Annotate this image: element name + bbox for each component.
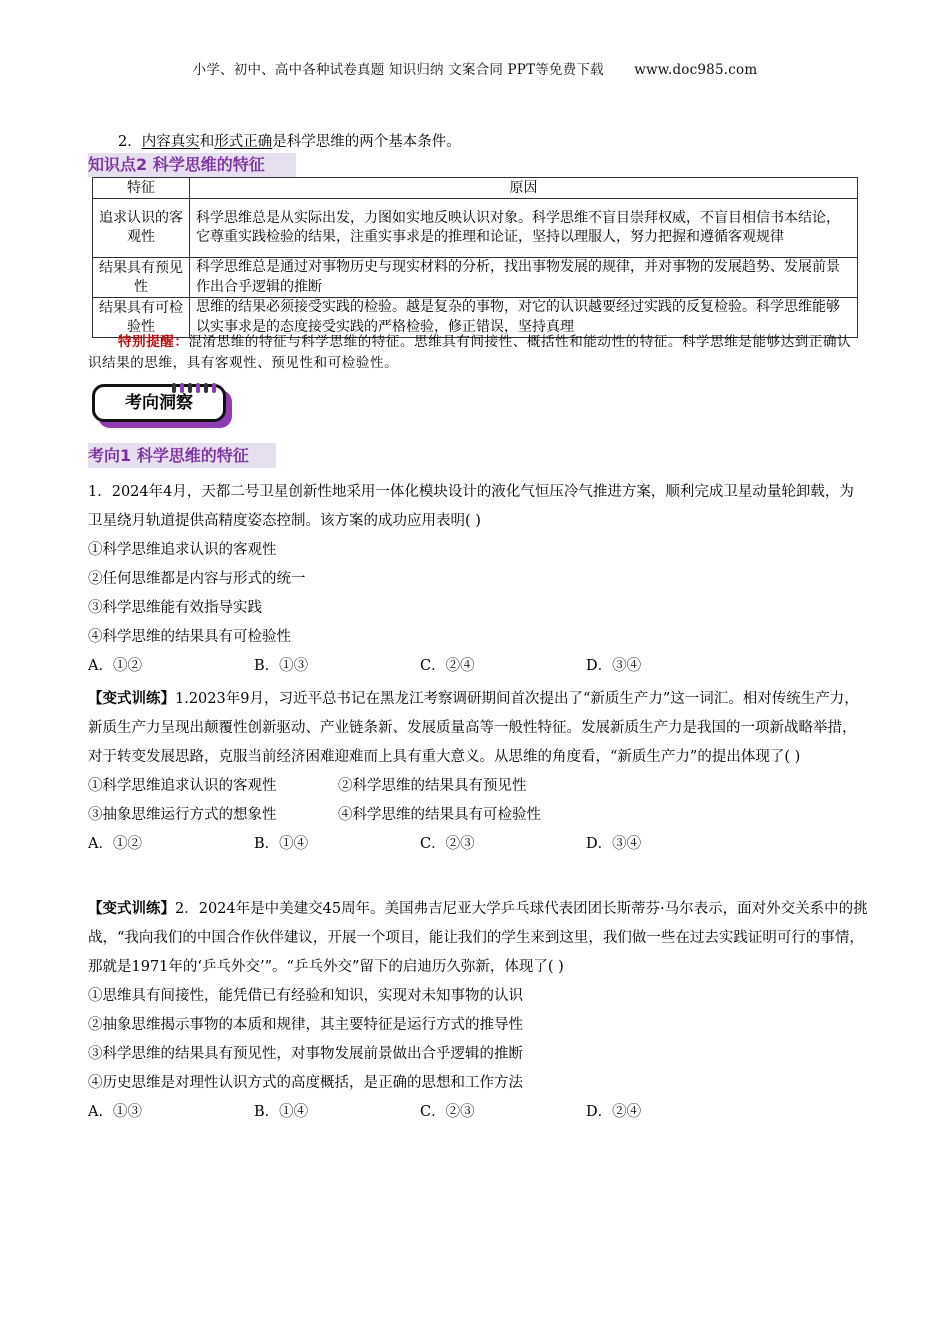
conjunction: 和 — [199, 134, 215, 150]
statement-row — [88, 801, 868, 830]
reminder-text: 混淆思维的特征与科学思维的特征。思维具有间接性、概括性和能动性的特征。科学思维是能够达到正确认识结果的思维，具有客观性、预见性和可检验性。 — [88, 334, 852, 371]
page-header — [0, 58, 950, 78]
answer-options — [88, 652, 868, 681]
statement-item: ③科学思维的结果具有预见性，对事物发展前景做出合乎逻辑的推断 — [88, 1046, 523, 1062]
question-stem: 1．2024年4月，天都二号卫星创新性地采用一体化模块设计的液化气恒压冷气推进方案，顺利完成卫星动量轮卸载，为卫星绕月轨道提供高精度姿态控制。该方案的成功应用表明( ) — [88, 484, 854, 529]
knowledge-point-title: 知识点2 科学思维的特征 — [88, 153, 296, 177]
option-c[interactable]: C．②③ — [420, 836, 475, 852]
statement-row — [88, 772, 868, 801]
underlined-content-true: 内容真实 — [141, 134, 200, 150]
variant-stem: 2．2024年是中美建交45周年。美国弗吉尼亚大学乒乓球代表团团长斯蒂芬·马尔表示，面对外交关系中的挑战，“我向我们的中国合作伙伴建议，开展一个项目，能让我们的学生来到这里，我们做一些在过去实践证明可行的事情，那就是1971年的‘乒乓外交’”。“乒乓外交”留下的启迪历久弥新，体现了( ) — [88, 901, 868, 975]
table-header-feature: 特征 — [93, 178, 190, 199]
statement-item: ④历史思维是对理性认识方式的高度概括，是正确的思想和工作方法 — [88, 1075, 523, 1091]
statement-item: ②科学思维的结果具有预见性 — [338, 778, 527, 794]
reason-cell: 科学思维总是通过对事物历史与现实材料的分析，找出事物发展的规律，并对事物的发展趋势、发展前景作出合乎逻辑的推断 — [190, 258, 858, 298]
statement-item: ④科学思维的结果具有可检验性 — [338, 807, 541, 823]
option-d[interactable]: D．③④ — [586, 836, 642, 852]
features-table — [92, 177, 858, 338]
header-url[interactable]: www.doc985.com — [634, 62, 758, 78]
table-row — [93, 199, 858, 258]
badge-label: 考向洞察 — [125, 393, 193, 413]
statement-item: ①科学思维追求认识的客观性 — [88, 778, 277, 794]
variant-label: 【变式训练】 — [88, 690, 175, 707]
statement-item: ④科学思维的结果具有可检验性 — [88, 629, 291, 645]
header-text: 小学、初中、高中各种试卷真题 知识归纳 文案合同 PPT等免费下载 — [192, 62, 604, 78]
reminder-label: 特别提醒： — [118, 334, 189, 350]
variant-training-2 — [88, 894, 868, 1127]
option-b[interactable]: B．①④ — [254, 836, 309, 852]
table-row — [93, 258, 858, 298]
option-b[interactable]: B．①④ — [254, 1104, 309, 1120]
option-b[interactable]: B．①③ — [254, 658, 309, 674]
underlined-form-correct: 形式正确 — [214, 134, 273, 150]
special-reminder — [88, 332, 864, 374]
trend-title: 考向1 科学思维的特征 — [88, 443, 276, 468]
statement-item: ②抽象思维揭示事物的本质和规律，其主要特征是运行方式的推导性 — [88, 1017, 523, 1033]
answer-options — [88, 1098, 868, 1127]
line-number: 2． — [118, 134, 142, 150]
statement-item: ①科学思维追求认识的客观性 — [88, 542, 277, 558]
option-a[interactable]: A．①② — [88, 836, 142, 852]
option-c[interactable]: C．②④ — [420, 658, 475, 674]
line-rest: 是科学思维的两个基本条件。 — [272, 134, 461, 150]
statement-item: ③科学思维能有效指导实践 — [88, 600, 262, 616]
option-c[interactable]: C．②③ — [420, 1104, 475, 1120]
feature-cell: 结果具有可检验性 — [93, 298, 190, 338]
table-header-reason: 原因 — [190, 178, 858, 199]
option-d[interactable]: D．②④ — [586, 1104, 642, 1120]
feature-cell: 追求认识的客观性 — [93, 199, 190, 258]
option-a[interactable]: A．①③ — [88, 1104, 142, 1120]
section-badge — [92, 378, 228, 422]
statement-item: ②任何思维都是内容与形式的统一 — [88, 571, 306, 587]
option-d[interactable]: D．③④ — [586, 658, 642, 674]
option-a[interactable]: A．①② — [88, 658, 142, 674]
reason-cell: 科学思维总是从实际出发，力图如实地反映认识对象。科学思维不盲目崇拜权威，不盲目相信书本结论，它尊重实践检验的结果，注重实事求是的推理和论证，坚持以理服人，努力把握和遵循客观规律 — [190, 199, 858, 258]
variant-label: 【变式训练】 — [88, 900, 175, 917]
table-header-row — [93, 178, 858, 199]
answer-options — [88, 830, 868, 859]
variant-training-1 — [88, 684, 868, 859]
question-1 — [88, 478, 868, 681]
statement-item: ①思维具有间接性，能凭借已有经验和知识，实现对未知事物的认识 — [88, 988, 523, 1004]
feature-cell: 结果具有预见性 — [93, 258, 190, 298]
statement-item: ③抽象思维运行方式的想象性 — [88, 807, 277, 823]
reason-cell: 思维的结果必须接受实践的检验。越是复杂的事物，对它的认识越要经过实践的反复检验。科学思维能够以实事求是的态度接受实践的严格检验，修正错误，坚持真理 — [190, 298, 858, 338]
notebook-rings-icon — [172, 378, 220, 390]
variant-stem: 1.2023年9月，习近平总书记在黑龙江考察调研期间首次提出了“新质生产力”这一词汇。相对传统生产力，新质生产力呈现出颠覆性创新驱动、产业链条新、发展质量高等一般性特征。发展新质生产力是我国的一项新战略举措，对于转变发展思路，克服当前经济困难迎难而上具有重大意义。从思维的角度看，“新质生产力”的提出体现了( ) — [88, 691, 859, 765]
question-stem — [88, 684, 868, 772]
question-stem — [88, 894, 868, 982]
